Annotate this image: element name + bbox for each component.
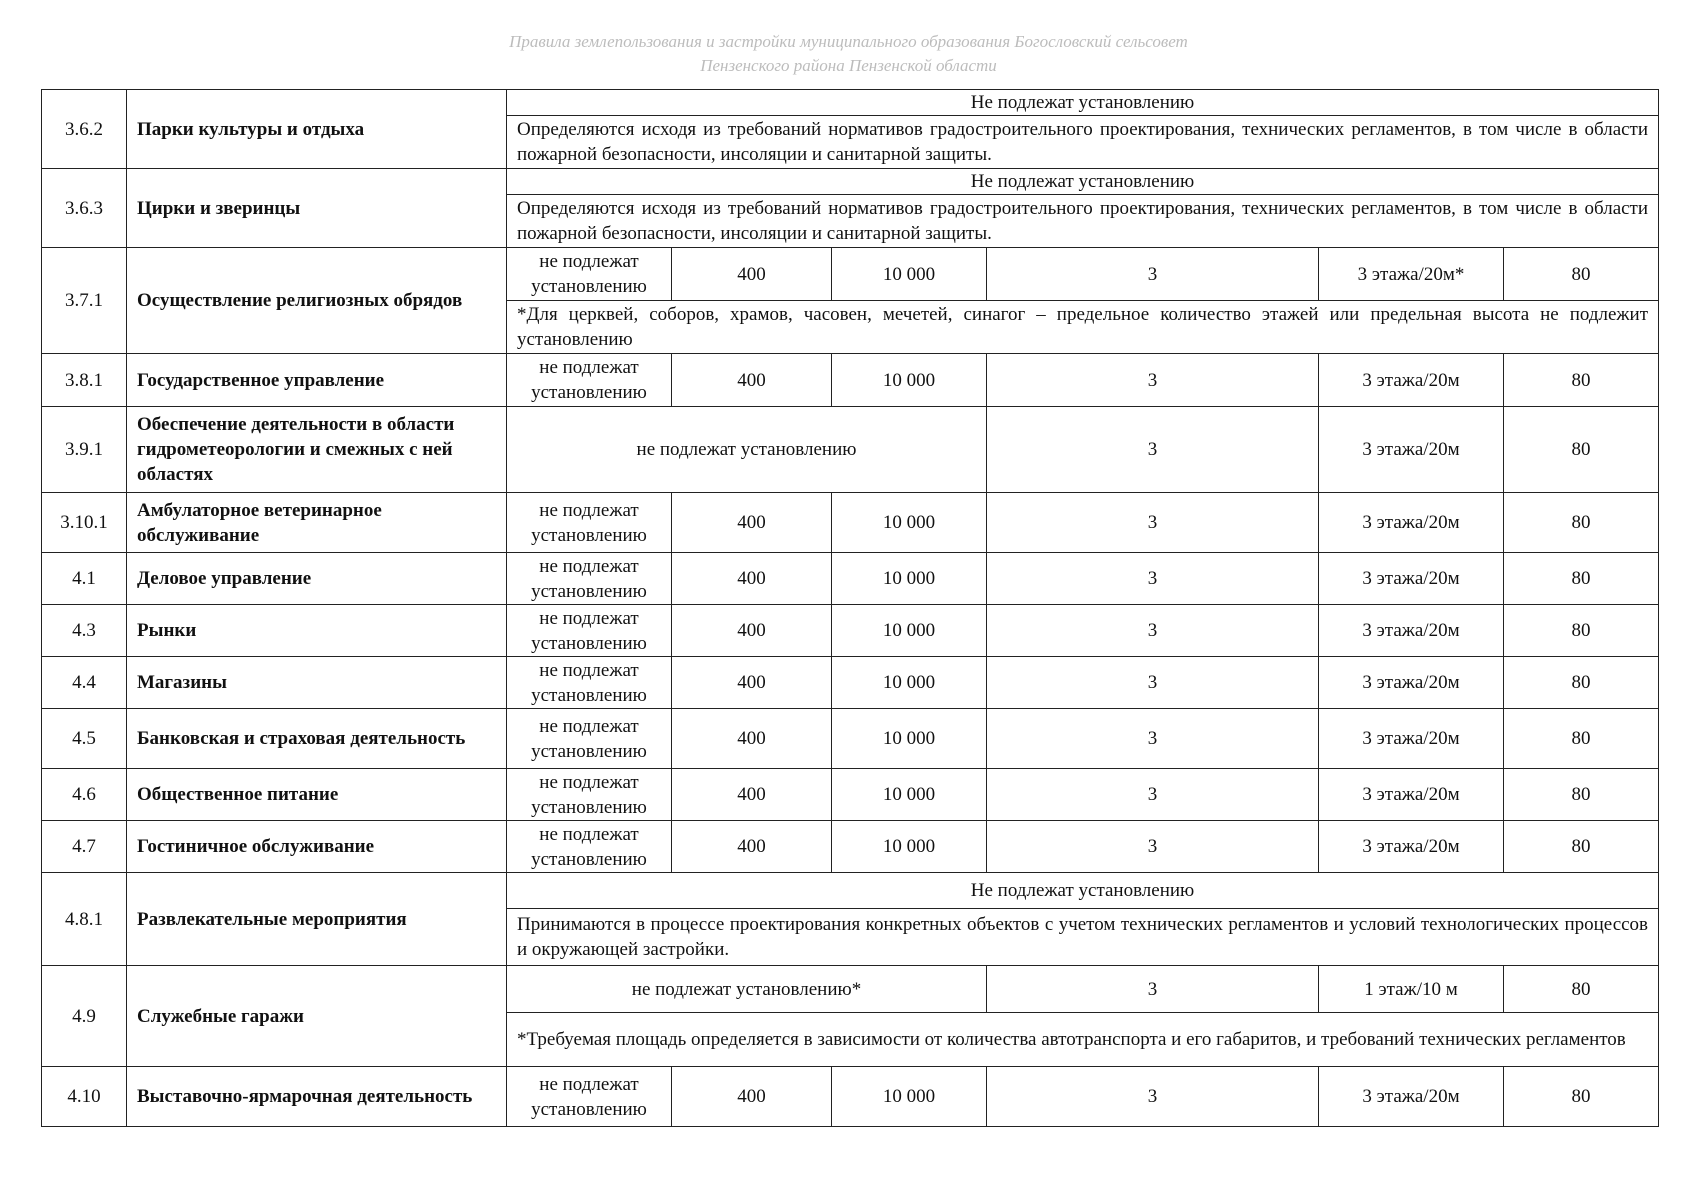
cell-value: 400 [672, 709, 832, 769]
cell-value: 10 000 [832, 354, 987, 407]
cell-status: не подлежат установлению [507, 354, 672, 407]
cell-value: 10 000 [832, 1067, 987, 1127]
cell-value: 3 [987, 407, 1319, 493]
table-row [42, 493, 1659, 553]
cell-value: 3 этажа/20м [1319, 493, 1504, 553]
cell-value: 400 [672, 553, 832, 605]
table-row [42, 821, 1659, 873]
table-row [42, 966, 1659, 1013]
cell-value: 400 [672, 248, 832, 301]
cell-status: не подлежат установлению [507, 709, 672, 769]
table-row [42, 657, 1659, 709]
cell-value: 3 [987, 493, 1319, 553]
cell-value: 3 этажа/20м [1319, 1067, 1504, 1127]
table-row [42, 248, 1659, 301]
cell-value: 80 [1504, 553, 1659, 605]
cell-status: не подлежат установлению [507, 248, 672, 301]
row-code: 3.7.1 [42, 248, 127, 354]
cell-status: не подлежат установлению [507, 769, 672, 821]
cell-status: не подлежат установлению [507, 493, 672, 553]
row-name: Развлекательные мероприятия [127, 873, 507, 966]
cell-value: 10 000 [832, 553, 987, 605]
cell-value: 80 [1504, 248, 1659, 301]
table-row [42, 605, 1659, 657]
row-name: Рынки [127, 605, 507, 657]
cell-value: 10 000 [832, 493, 987, 553]
cell-value: 3 этажа/20м [1319, 769, 1504, 821]
regulations-table [41, 89, 1659, 1127]
row-code: 3.8.1 [42, 354, 127, 407]
cell-value: 400 [672, 493, 832, 553]
cell-value: 3 [987, 709, 1319, 769]
row-note: *Требуемая площадь определяется в зависимости от количества автотранспорта и его габаритов, и требований технических регламентов [507, 1013, 1659, 1067]
cell-value: 3 этажа/20м [1319, 354, 1504, 407]
row-name: Служебные гаражи [127, 966, 507, 1067]
row-name: Парки культуры и отдыха [127, 90, 507, 169]
row-name: Магазины [127, 657, 507, 709]
table-row [42, 873, 1659, 909]
row-code: 3.6.3 [42, 169, 127, 248]
cell-status: не подлежат установлению [507, 605, 672, 657]
cell-status: не подлежат установлению [507, 821, 672, 873]
cell-value: 3 этажа/20м [1319, 605, 1504, 657]
row-code: 4.7 [42, 821, 127, 873]
cell-value: 400 [672, 657, 832, 709]
cell-value: 80 [1504, 769, 1659, 821]
row-name: Государственное управление [127, 354, 507, 407]
cell-value: 400 [672, 605, 832, 657]
row-note: Принимаются в процессе проектирования конкретных объектов с учетом технических регламентов и условий технологических процессов и окружающей застройки. [507, 909, 1659, 966]
row-status: Не подлежат установлению [507, 169, 1659, 195]
row-note: Определяются исходя из требований нормативов градостроительного проектирования, технических регламентов, в том числе в области пожарной безопасности, инсоляции и санитарной защиты. [507, 116, 1659, 169]
cell-value: 10 000 [832, 248, 987, 301]
header-line-2: Пензенского района Пензенской области [700, 56, 997, 75]
cell-value: 80 [1504, 966, 1659, 1013]
row-status: Не подлежат установлению [507, 90, 1659, 116]
cell-status: не подлежат установлению [507, 553, 672, 605]
cell-value: 10 000 [832, 657, 987, 709]
cell-value: 400 [672, 769, 832, 821]
table-row [42, 407, 1659, 493]
row-code: 4.9 [42, 966, 127, 1067]
cell-value: 80 [1504, 1067, 1659, 1127]
table-row [42, 553, 1659, 605]
cell-value: 80 [1504, 657, 1659, 709]
cell-value: 10 000 [832, 709, 987, 769]
row-code: 4.6 [42, 769, 127, 821]
row-status: Не подлежат установлению [507, 873, 1659, 909]
cell-value: 10 000 [832, 605, 987, 657]
table-row [42, 90, 1659, 116]
row-code: 4.1 [42, 553, 127, 605]
row-name: Цирки и зверинцы [127, 169, 507, 248]
cell-value: 80 [1504, 407, 1659, 493]
cell-value: 3 [987, 553, 1319, 605]
row-note: Определяются исходя из требований нормативов градостроительного проектирования, технических регламентов, в том числе в области пожарной безопасности, инсоляции и санитарной защиты. [507, 195, 1659, 248]
cell-value: 3 [987, 248, 1319, 301]
cell-value: 3 [987, 966, 1319, 1013]
table-row [42, 354, 1659, 407]
cell-status: не подлежат установлению [507, 1067, 672, 1127]
table-row [42, 709, 1659, 769]
cell-value: 80 [1504, 709, 1659, 769]
row-note: *Для церквей, соборов, храмов, часовен, мечетей, синагог – предельное количество этажей или предельная высота не подлежит установлению [507, 301, 1659, 354]
cell-value: 3 [987, 605, 1319, 657]
cell-value: 10 000 [832, 769, 987, 821]
table-row [42, 169, 1659, 195]
cell-value: 80 [1504, 354, 1659, 407]
cell-value: 3 [987, 657, 1319, 709]
cell-value: 400 [672, 1067, 832, 1127]
cell-value: 80 [1504, 821, 1659, 873]
cell-value: 3 этажа/20м [1319, 709, 1504, 769]
table-row [42, 769, 1659, 821]
cell-value: 3 этажа/20м [1319, 821, 1504, 873]
cell-value: 400 [672, 354, 832, 407]
cell-status: не подлежат установлению [507, 407, 987, 493]
row-name: Амбулаторное ветеринарное обслуживание [127, 493, 507, 553]
cell-value: 1 этаж/10 м [1319, 966, 1504, 1013]
row-code: 4.5 [42, 709, 127, 769]
row-name: Банковская и страховая деятельность [127, 709, 507, 769]
row-name: Осуществление религиозных обрядов [127, 248, 507, 354]
row-name: Деловое управление [127, 553, 507, 605]
cell-value: 400 [672, 821, 832, 873]
row-code: 3.9.1 [42, 407, 127, 493]
row-name: Общественное питание [127, 769, 507, 821]
cell-value: 80 [1504, 605, 1659, 657]
header-line-1: Правила землепользования и застройки муниципального образования Богословский сельсовет [509, 32, 1188, 51]
cell-value: 3 [987, 1067, 1319, 1127]
cell-status: не подлежат установлению* [507, 966, 987, 1013]
cell-value: 3 этажа/20м [1319, 657, 1504, 709]
row-code: 4.10 [42, 1067, 127, 1127]
row-code: 4.3 [42, 605, 127, 657]
row-name: Обеспечение деятельности в области гидрометеорологии и смежных с ней областях [127, 407, 507, 493]
cell-value: 3 этажа/20м* [1319, 248, 1504, 301]
cell-value: 3 [987, 821, 1319, 873]
cell-value: 3 этажа/20м [1319, 553, 1504, 605]
table-row [42, 1067, 1659, 1127]
cell-value: 80 [1504, 493, 1659, 553]
cell-value: 3 [987, 354, 1319, 407]
cell-value: 3 [987, 769, 1319, 821]
row-name: Гостиничное обслуживание [127, 821, 507, 873]
cell-value: 10 000 [832, 821, 987, 873]
cell-value: 3 этажа/20м [1319, 407, 1504, 493]
row-code: 4.4 [42, 657, 127, 709]
row-code: 4.8.1 [42, 873, 127, 966]
cell-status: не подлежат установлению [507, 657, 672, 709]
row-name: Выставочно-ярмарочная деятельность [127, 1067, 507, 1127]
row-code: 3.6.2 [42, 90, 127, 169]
row-code: 3.10.1 [42, 493, 127, 553]
